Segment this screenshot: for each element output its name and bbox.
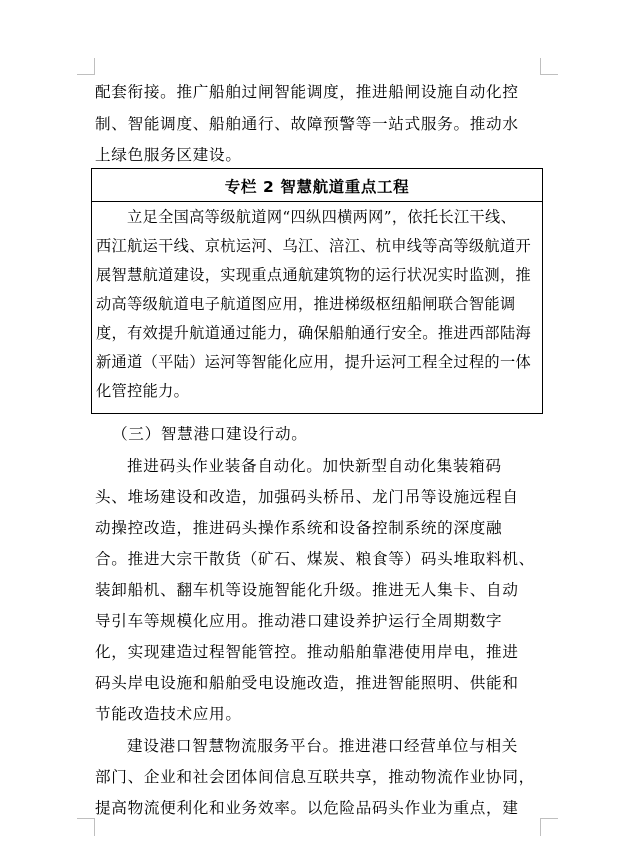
feature-box-line: 化管控能力。 — [96, 382, 190, 400]
paragraph-line: 制、智能调度、船舶通行、故障预警等一站式服务。推动水 — [95, 115, 519, 133]
paragraph-line: 节能改造技术应用。 — [95, 705, 242, 723]
feature-box-line: 展智慧航道建设，实现重点通航建筑物的运行状况实时监测，推 — [96, 266, 532, 284]
feature-box-line: 西江航运干线、京杭运河、乌江、涪江、杭申线等高等级航道开 — [96, 237, 532, 255]
crop-mark-top-left-h — [77, 74, 95, 75]
paragraph-line: 部门、企业和社会团体间信息互联共享，推动物流作业协同， — [95, 768, 535, 786]
feature-box — [91, 168, 543, 414]
section-heading: （三）智慧港口建设行动。 — [112, 425, 308, 443]
paragraph-line: 头、堆场建设和改造，加强码头桥吊、龙门吊等设施远程自 — [95, 488, 519, 506]
crop-mark-bottom-right-v — [540, 818, 541, 836]
paragraph-line: 提高物流便利化和业务效率。以危险品码头作业为重点，建 — [95, 799, 519, 817]
crop-mark-bottom-left-h — [77, 818, 95, 819]
paragraph-line: 上绿色服务区建设。 — [95, 146, 242, 164]
feature-box-divider — [92, 201, 542, 202]
paragraph-line: 导引车等规模化应用。推动港口建设养护运行全周期数字 — [95, 612, 503, 630]
feature-box-title: 专栏 2 智慧航道重点工程 — [224, 178, 410, 196]
feature-box-line: 新通道（平陆）运河等智能化应用，提升运河工程全过程的一体 — [96, 353, 532, 371]
crop-mark-top-right-h — [540, 74, 558, 75]
feature-box-line: 度，有效提升航道通过能力，确保船舶通行安全。推进西部陆海 — [96, 324, 532, 342]
crop-mark-top-left-v — [94, 58, 95, 75]
paragraph-line: 装卸船机、翻车机等设施智能化升级。推进无人集卡、自动 — [95, 581, 519, 599]
crop-mark-bottom-right-h — [540, 818, 558, 819]
paragraph-line: 码头岸电设施和船舶受电设施改造，推进智能照明、供能和 — [95, 674, 519, 692]
feature-box-line: 动高等级航道电子航道图应用，推进梯级枢纽船闸联合智能调 — [96, 295, 516, 313]
paragraph-line: 化，实现建造过程智能管控。推动船舶靠港使用岸电，推进 — [95, 643, 519, 661]
crop-mark-top-right-v — [540, 58, 541, 75]
paragraph-line: 动操控改造，推进码头操作系统和设备控制系统的深度融 — [95, 519, 503, 537]
feature-box-line: 立足全国高等级航道网“四纵四横两网”，依托长江干线、 — [127, 208, 517, 226]
paragraph-line: 合。推进大宗干散货（矿石、煤炭、粮食等）码头堆取料机、 — [95, 550, 535, 568]
paragraph-line: 推进码头作业装备自动化。加快新型自动化集装箱码 — [127, 457, 502, 475]
paragraph-line: 配套衔接。推广船舶过闸智能调度，推进船闸设施自动化控 — [95, 83, 519, 101]
paragraph-line: 建设港口智慧物流服务平台。推进港口经营单位与相关 — [127, 737, 519, 755]
crop-mark-bottom-left-v — [94, 818, 95, 836]
